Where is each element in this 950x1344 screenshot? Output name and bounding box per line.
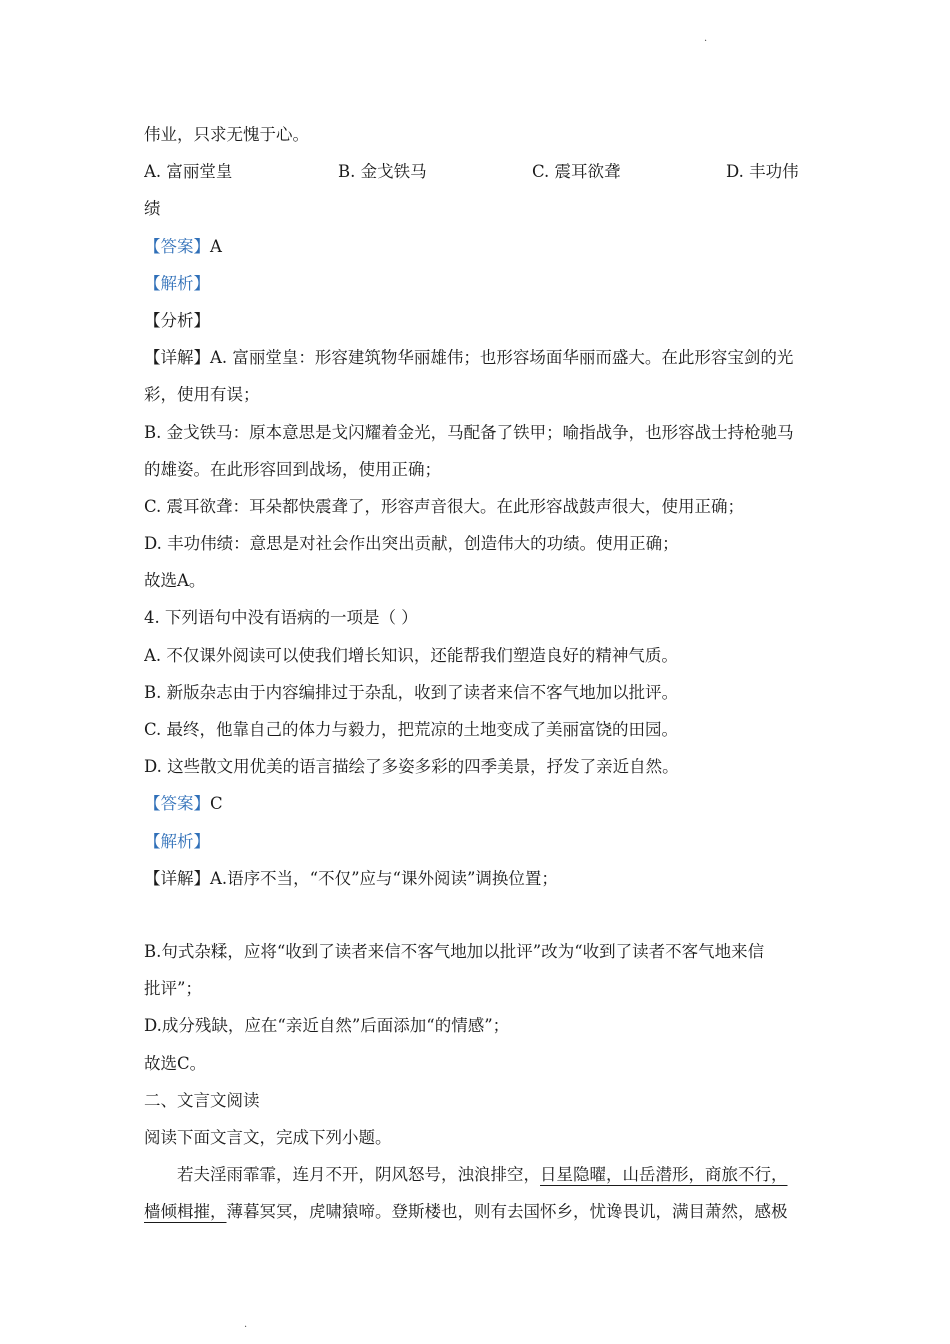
q3-options (144, 153, 810, 190)
q3-option-c: C. 震耳欲聋 (532, 162, 621, 182)
q3-detail-d: D. 丰功伟绩：意思是对社会作出突出贡献，创造伟大的功绩。使用正确； (144, 534, 679, 554)
q4-option-d: D. 这些散文用优美的语言描绘了多姿多彩的四季美景，抒发了亲近自然。 (144, 757, 679, 777)
q3-answer (144, 228, 810, 265)
q4-answer (144, 785, 810, 822)
passage-text: 若夫淫雨霏霏，连月不开，阴风怒号，浊浪排空， (177, 1165, 540, 1185)
answer-label: 【答案】 (144, 794, 210, 814)
section-heading: 二、文言文阅读 (144, 1090, 260, 1110)
q4-detail-b-1: B.句式杂糅，应将“收到了读者来信不客气地加以批评”改为“收到了读者不客气地来信 (144, 941, 765, 961)
q4-option-b: B. 新版杂志由于内容编排过于杂乱，收到了读者来信不客气地加以批评。 (144, 682, 679, 702)
answer-value: C (210, 794, 223, 814)
q4-option-a: A. 不仅课外阅读可以使我们增长知识，还能帮我们塑造良好的精神气质。 (144, 645, 678, 665)
q3-detail-a-2: 彩，使用有误； (144, 385, 260, 405)
q3-option-a: A. 富丽堂皇 (144, 162, 233, 182)
detail-label: 【详解】 (144, 868, 210, 888)
q4-detail-d: D.成分残缺，应在“亲近自然”后面添加“的情感”； (144, 1016, 510, 1036)
q3-detail-a-1 (144, 339, 810, 376)
detail-label: 【详解】 (144, 348, 210, 368)
passage-underlined: 樯倾楫摧， (144, 1202, 227, 1222)
detail-text: A. 富丽堂皇：形容建筑物华丽雄伟；也形容场面华丽而盛大。在此形容宝剑的光 (210, 348, 794, 368)
answer-value: A (210, 236, 222, 256)
q3-tail: 伟业，只求无愧于心。 (144, 125, 309, 144)
q3-option-b: B. 金戈铁马 (338, 162, 427, 182)
q4-conclusion: 故选C。 (144, 1053, 207, 1073)
q3-option-d-wrap: 绩 (144, 199, 161, 219)
q4-detail-b-2: 批评”； (144, 979, 202, 999)
section-instruction: 阅读下面文言文，完成下列小题。 (144, 1127, 392, 1147)
q3-option-d: D. 丰功伟 (726, 162, 799, 182)
header-mark: · (704, 36, 708, 47)
q3-fenxi-label: 【分析】 (144, 310, 210, 330)
q3-detail-b-2: 的雄姿。在此形容回到战场，使用正确； (144, 459, 441, 479)
q4-stem: 4. 下列语句中没有语病的一项是（ ） (144, 608, 418, 628)
footer-mark: · (244, 1322, 248, 1333)
q4-detail-a (144, 860, 810, 897)
q4-analysis-label: 【解析】 (144, 831, 210, 851)
q3-analysis-label: 【解析】 (144, 273, 210, 293)
passage-line-2 (144, 1193, 810, 1230)
detail-text: A.语序不当，“不仅”应与“课外阅读”调换位置； (210, 868, 558, 888)
document-body (144, 116, 810, 1230)
spacer (144, 897, 810, 933)
q3-detail-c: C. 震耳欲聋：耳朵都快震聋了，形容声音很大。在此形容战鼓声很大，使用正确； (144, 496, 745, 516)
answer-label: 【答案】 (144, 236, 210, 256)
q4-option-c: C. 最终，他靠自己的体力与毅力，把荒凉的土地变成了美丽富饶的田园。 (144, 720, 679, 739)
q3-conclusion: 故选A。 (144, 571, 206, 591)
passage-text: 薄暮冥冥，虎啸猿啼。登斯楼也，则有去国怀乡，忧谗畏讥，满目萧然，感极 (226, 1202, 788, 1222)
passage-line-1 (144, 1156, 810, 1193)
passage-underlined: 日星隐曜，山岳潜形，商旅不行， (540, 1165, 788, 1185)
q3-detail-b-1: B. 金戈铁马：原本意思是戈闪耀着金光，马配备了铁甲；喻指战争，也形容战士持枪驰马 (144, 422, 794, 442)
